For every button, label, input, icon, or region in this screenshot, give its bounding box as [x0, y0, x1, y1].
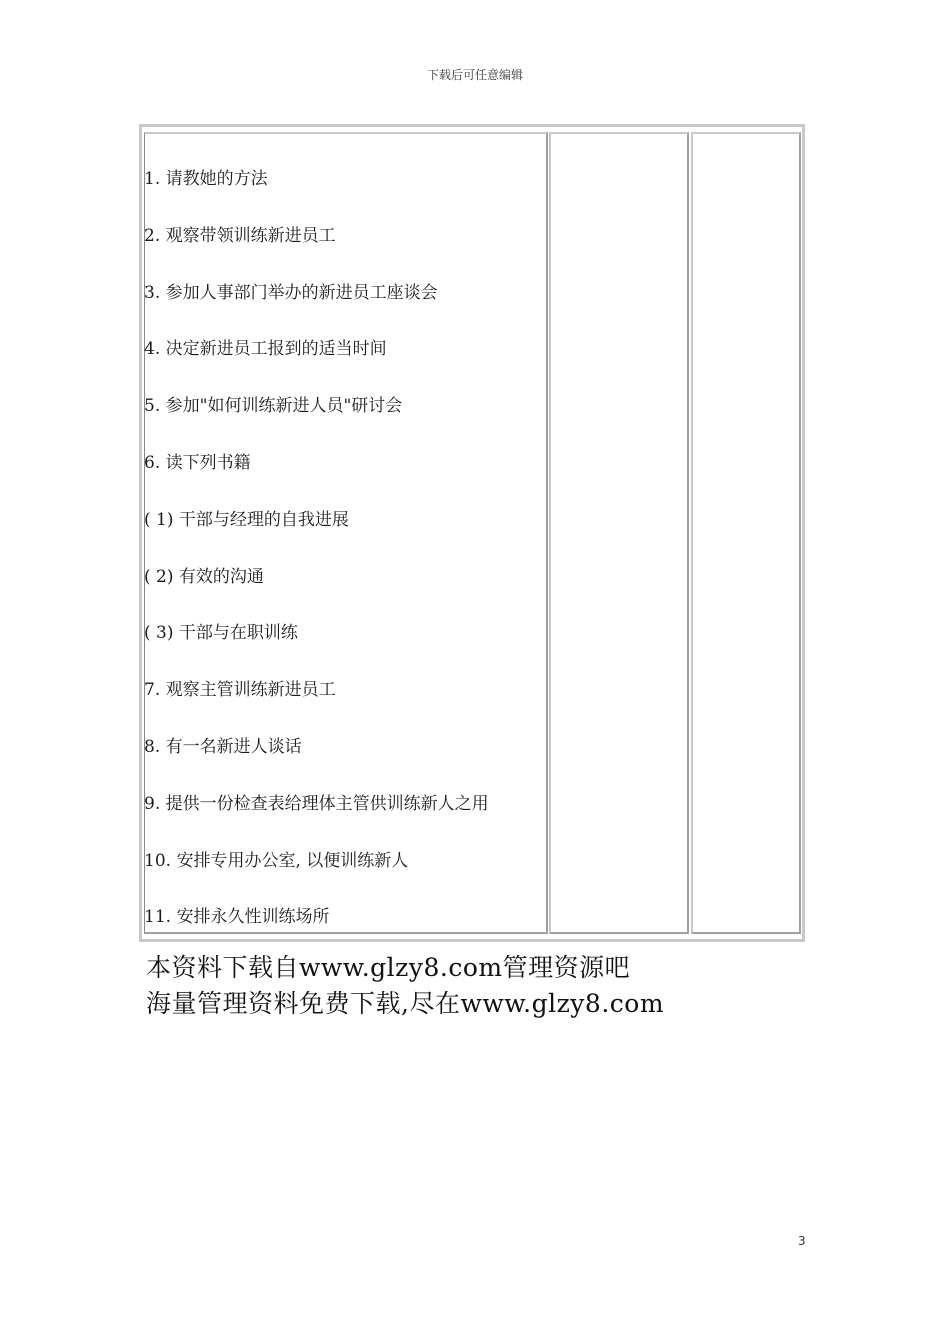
list-item: 2. 观察带领训练新进员工 [144, 225, 336, 246]
footer-download-note [146, 950, 664, 1022]
list-item: 11. 安排永久性训练场所 [144, 907, 330, 928]
list-item: ( 1) 干部与经理的自我进展 [144, 509, 349, 530]
table-column-blank-1 [549, 132, 689, 934]
list-item: 10. 安排专用办公室, 以便训练新人 [144, 850, 409, 871]
list-item: 4. 决定新进员工报到的适当时间 [144, 339, 387, 360]
table-column-blank-2 [691, 132, 801, 934]
list-item: 6. 读下列书籍 [144, 452, 251, 473]
page-header: 下载后可任意编辑 [426, 68, 523, 82]
checklist-items [144, 166, 489, 961]
list-item: 7. 观察主管训练新进员工 [144, 680, 336, 701]
footer-line-2: 海量管理资料免费下载,尽在www.glzy8.com [146, 989, 665, 1018]
list-item: ( 3) 干部与在职训练 [144, 623, 298, 644]
list-item: 1. 请教她的方法 [144, 169, 268, 189]
list-item: 9. 提供一份检查表给理体主管供训练新人之用 [144, 793, 489, 814]
list-item: ( 2) 有效的沟通 [144, 566, 264, 587]
page-number: 3 [798, 1234, 806, 1248]
list-item: 3. 参加人事部门举办的新进员工座谈会 [144, 282, 438, 303]
list-item: 5. 参加"如何训练新进人员"研讨会 [144, 396, 403, 417]
list-item: 8. 有一名新进人谈话 [144, 736, 302, 757]
footer-line-1: 本资料下载自www.glzy8.com管理资源吧 [146, 953, 631, 982]
